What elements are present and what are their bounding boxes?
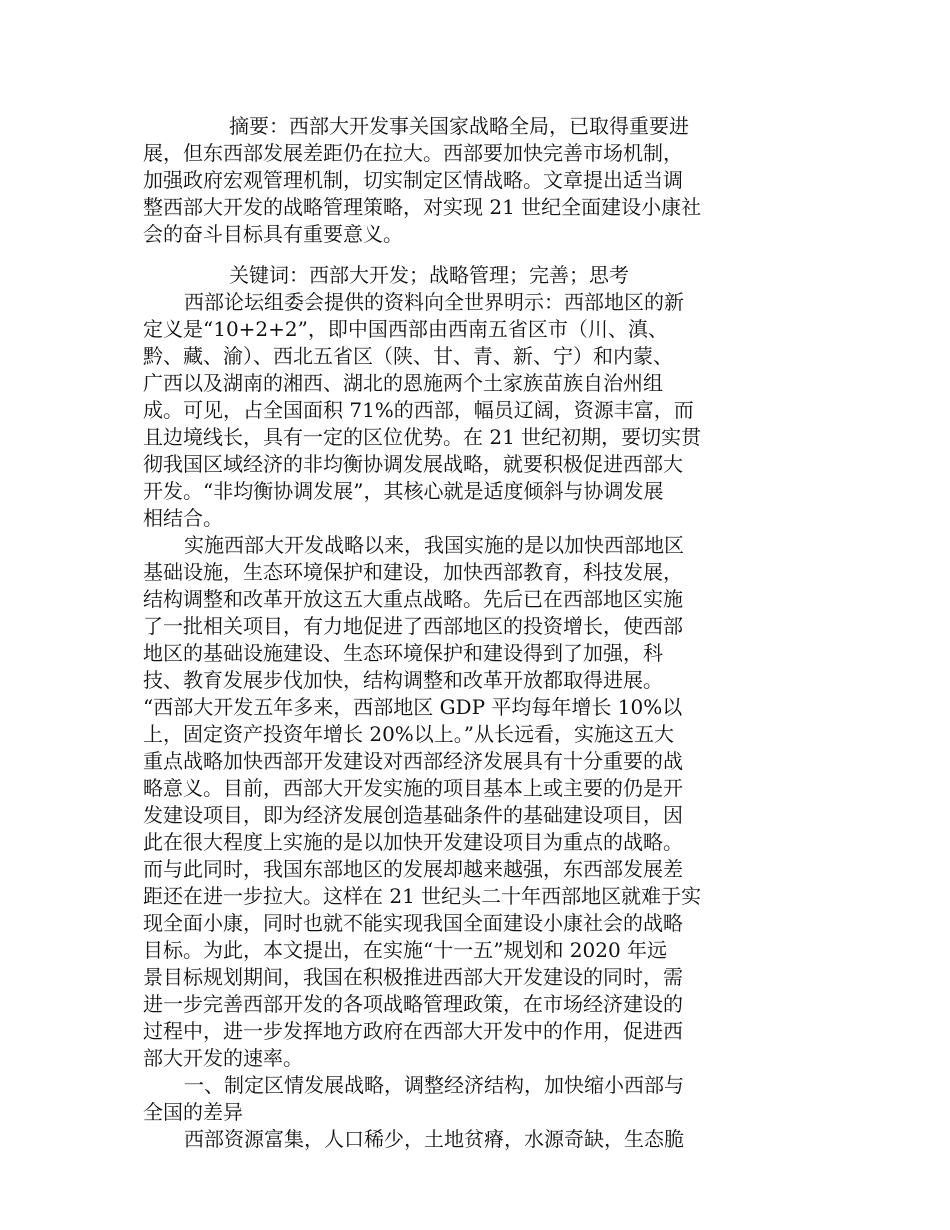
body-line: 了一批相关项目，有力地促进了西部地区的投资增长，使西部: [143, 614, 683, 638]
paragraph-1: [143, 289, 743, 532]
body-line: 此在很大程度上实施的是以加快开发建设项目为重点的战略。: [143, 830, 683, 854]
abstract-section: [143, 113, 743, 248]
paragraph-2: [143, 532, 743, 1072]
body-line: 地区的基础设施建设、生态环境保护和建设得到了加强，科: [143, 641, 663, 665]
body-line: 相结合。: [143, 506, 223, 530]
document-page: [143, 113, 743, 1153]
body-line: 基础设施，生态环境保护和建设，加快西部教育，科技发展，: [143, 560, 683, 584]
body-line: 过程中，进一步发挥地方政府在西部大开发中的作用，促进西: [143, 1019, 683, 1043]
body-line: 开发。“非均衡协调发展”，其核心就是适度倾斜与协调发展: [143, 479, 664, 503]
body-line: 彻我国区域经济的非均衡协调发展战略，就要积极促进西部大: [143, 452, 683, 476]
body-line: 西部资源富集，人口稀少，土地贫瘠，水源奇缺，生态脆: [184, 1127, 684, 1151]
abstract-line: 整西部大开发的战略管理策略，对实现 21 世纪全面建设小康社: [143, 195, 702, 219]
abstract-line: 会的奋斗目标具有重要意义。: [143, 222, 403, 246]
body-line: 距还在进一步拉大。这样在 21 世纪头二十年西部地区就难于实: [143, 884, 702, 908]
body-line: 进一步完善西部开发的各项战略管理政策，在市场经济建设的: [143, 992, 683, 1016]
body-line: 重点战略加快西部开发建设对西部经济发展具有十分重要的战: [143, 749, 683, 773]
body-line: 而与此同时，我国东部地区的发展却越来越强，东西部发展差: [143, 857, 683, 881]
body-line: 技、教育发展步伐加快，结构调整和改革开放都取得进展。: [143, 668, 663, 692]
body-line: 现全面小康，同时也就不能实现我国全面建设小康社会的战略: [143, 911, 683, 935]
body-line: 西部论坛组委会提供的资料向全世界明示：西部地区的新: [184, 290, 684, 314]
body-line: 实施西部大开发战略以来，我国实施的是以加快西部地区: [184, 533, 684, 557]
abstract-line: 展，但东西部发展差距仍在拉大。西部要加快完善市场机制，: [143, 141, 683, 165]
body-line: 略意义。目前，西部大开发实施的项目基本上或主要的仍是开: [143, 776, 683, 800]
body-line: 定义是“10+2+2”，即中国西部由西南五省区市（川、滇、: [143, 317, 668, 341]
section-heading-1: [143, 1072, 743, 1126]
abstract-line: 摘要：西部大开发事关国家战略全局，已取得重要进: [229, 114, 689, 138]
body-line: 成。可见，占全国面积 71%的西部，幅员辽阔，资源丰富，而: [143, 398, 694, 422]
body-line: 广西以及湖南的湘西、湖北的恩施两个土家族苗族自治州组: [143, 371, 663, 395]
paragraph-3: [143, 1126, 743, 1153]
abstract-line: 加强政府宏观管理机制，切实制定区情战略。文章提出适当调: [143, 168, 683, 192]
body-line: “西部大开发五年多来，西部地区 GDP 平均每年增长 10%以: [143, 695, 683, 719]
body-line: 结构调整和改革开放这五大重点战略。先后已在西部地区实施: [143, 587, 683, 611]
body-line: 上，固定资产投资年增长 20%以上。”从长远看，实施这五大: [143, 722, 675, 746]
body-line: 且边境线长，具有一定的区位优势。在 21 世纪初期，要切实贯: [143, 425, 702, 449]
heading-line: 一、制定区情发展战略，调整经济结构，加快缩小西部与: [184, 1073, 684, 1097]
heading-line: 全国的差异: [143, 1100, 243, 1124]
body-line: 发建设项目，即为经济发展创造基础条件的基础建设项目，因: [143, 803, 683, 827]
body-line: 目标。为此，本文提出，在实施“十一五”规划和 2020 年远: [143, 938, 668, 962]
body-line: 部大开发的速率。: [143, 1046, 303, 1070]
body-line: 景目标规划期间，我国在积极推进西部大开发建设的同时，需: [143, 965, 683, 989]
keywords-line: 关键词：西部大开发；战略管理；完善；思考: [229, 263, 629, 287]
body-line: 黔、藏、渝）、西北五省区（陕、甘、青、新、宁）和内蒙、: [143, 344, 673, 368]
